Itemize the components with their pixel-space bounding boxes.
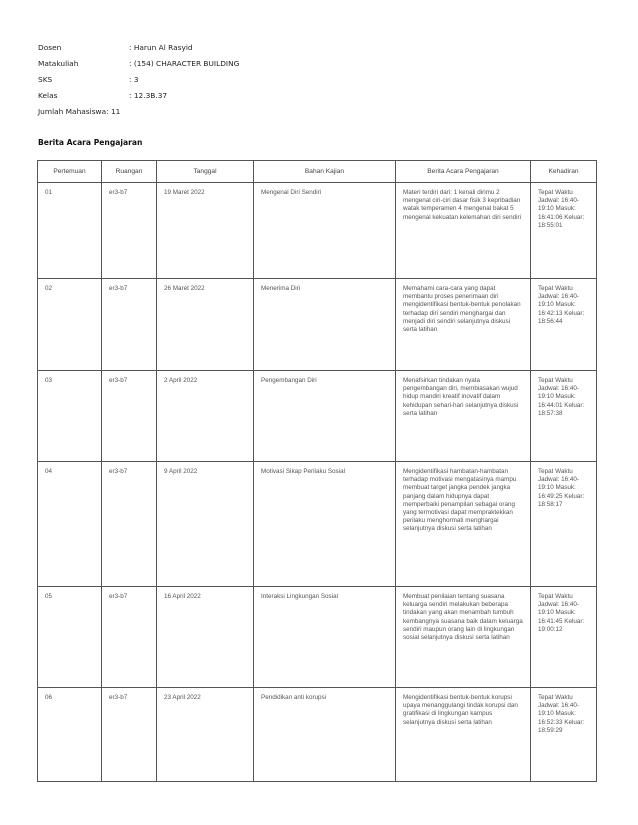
header-berita-acara: Berita Acara Pengajaran <box>396 161 531 183</box>
sks-row <box>38 71 239 87</box>
cell-ruangan: er3-b7 <box>102 587 157 688</box>
cell-tanggal: 9 April 2022 <box>157 462 254 587</box>
table-header-row <box>38 161 597 183</box>
cell-berita-acara: Mengidentifikasi bentuk-bentuk korupsi upaya menanggulangi tindak korupsi dan gratifikasi di lingkungan kampus selanjutnya diskusi serta latihan <box>396 688 531 782</box>
cell-bahan-kajian: Pengembangan Diri <box>254 371 396 462</box>
cell-berita-acara: Memahami cara-cara yang dapat membantu proses penerimaan diri mengidentifikasi bentuk-bentuk penolakan terhadap diri sendiri menghargai dan menjadi diri sendiri selanjutnya diskusi serta latihan <box>396 279 531 371</box>
header-tanggal: Tanggal <box>157 161 254 183</box>
dosen-value: : Harun Al Rasyid <box>129 42 193 52</box>
table-row <box>38 587 597 688</box>
table-row <box>38 371 597 462</box>
table-row <box>38 688 597 782</box>
kelas-row <box>38 87 239 103</box>
course-info <box>38 39 239 119</box>
kelas-value: : 12.3B.37 <box>129 90 168 100</box>
header-bahan-kajian: Bahan Kajian <box>254 161 396 183</box>
cell-bahan-kajian: Interaksi Lingkungan Sosial <box>254 587 396 688</box>
cell-kehadiran: Tepat Waktu Jadwal: 16:40-19:10 Masuk: 16:44:01 Keluar: 18:57:38 <box>531 371 597 462</box>
cell-ruangan: er3-b7 <box>102 688 157 782</box>
cell-kehadiran: Tepat Waktu Jadwal: 16:40-19:10 Masuk: 16:41:45 Keluar: 19:00:12 <box>531 587 597 688</box>
cell-bahan-kajian: Pendidikan anti korupsi <box>254 688 396 782</box>
header-pertemuan: Pertemuan <box>38 161 102 183</box>
cell-kehadiran: Tepat Waktu Jadwal: 16:40-19:10 Masuk: 16:42:13 Keluar: 18:56:44 <box>531 279 597 371</box>
table-row <box>38 279 597 371</box>
table-row <box>38 183 597 279</box>
cell-berita-acara: Menafsirkan tindakan nyata pengembangan diri, membiasakan wujud hidup mandiri kreatif inovatif dalam kehidupan sehari-hari selanjutnya diskusi serta latihan <box>396 371 531 462</box>
cell-bahan-kajian: Motivasi Sikap Perilaku Sosial <box>254 462 396 587</box>
matakuliah-value: : (154) CHARACTER BUILDING <box>129 58 240 68</box>
header-ruangan: Ruangan <box>102 161 157 183</box>
cell-bahan-kajian: Menerima Diri <box>254 279 396 371</box>
cell-berita-acara: Membuat penilaian tentang suasana keluarga sendiri melakukan beberapa tindakan yang akan menambah tumbuh kembangnya suasana baik dalam keluarga sendiri maupun orang lain di lingkungan sosial selanjutnya diskusi serta latihan <box>396 587 531 688</box>
jumlah-mahasiswa-row <box>38 103 239 119</box>
cell-bahan-kajian: Mengenal Diri Sendiri <box>254 183 396 279</box>
cell-pertemuan: 02 <box>38 279 102 371</box>
table-row <box>38 462 597 587</box>
matakuliah-label: Matakuliah <box>38 58 79 68</box>
dosen-row <box>38 39 239 55</box>
header-kehadiran: Kehadiran <box>531 161 597 183</box>
cell-pertemuan: 03 <box>38 371 102 462</box>
cell-pertemuan: 06 <box>38 688 102 782</box>
section-title: Berita Acara Pengajaran <box>38 138 143 147</box>
cell-ruangan: er3-b7 <box>102 371 157 462</box>
cell-pertemuan: 05 <box>38 587 102 688</box>
berita-acara-table <box>37 160 597 782</box>
cell-tanggal: 26 Maret 2022 <box>157 279 254 371</box>
cell-kehadiran: Tepat Waktu Jadwal: 16:40-19:10 Masuk: 16:49:25 Keluar: 18:58:17 <box>531 462 597 587</box>
jumlah-mahasiswa-label: Jumlah Mahasiswa <box>38 106 107 116</box>
cell-kehadiran: Tepat Waktu Jadwal: 16:40-19:10 Masuk: 16:52:33 Keluar: 18:59:29 <box>531 688 597 782</box>
dosen-label: Dosen <box>38 42 62 52</box>
cell-ruangan: er3-b7 <box>102 279 157 371</box>
kelas-label: Kelas <box>38 90 58 100</box>
sks-value: : 3 <box>129 74 139 84</box>
cell-tanggal: 2 April 2022 <box>157 371 254 462</box>
cell-ruangan: er3-b7 <box>102 462 157 587</box>
cell-kehadiran: Tepat Waktu Jadwal: 16:40-19:10 Masuk: 16:41:06 Keluar: 18:55:01 <box>531 183 597 279</box>
cell-pertemuan: 01 <box>38 183 102 279</box>
cell-tanggal: 16 April 2022 <box>157 587 254 688</box>
jumlah-mahasiswa-value: : 11 <box>106 106 121 116</box>
cell-ruangan: er3-b7 <box>102 183 157 279</box>
cell-pertemuan: 04 <box>38 462 102 587</box>
sks-label: SKS <box>38 74 53 84</box>
cell-tanggal: 23 April 2022 <box>157 688 254 782</box>
cell-tanggal: 19 Maret 2022 <box>157 183 254 279</box>
matakuliah-row <box>38 55 239 71</box>
cell-berita-acara: Mengidentifikasi hambatan-hambatan terhadap motivasi mengatasinya mampu membuat target jangka pendek jangka panjang dalam hidupnya dapat memperbaiki penampilan sebagai orang yang termotivasi dapat mempraktekkan perilaku menghormati menghargai selanjutnya diskusi serta latihan <box>396 462 531 587</box>
cell-berita-acara: Materi terdiri dari: 1 kenali dirimu 2 mengenal ciri-ciri dasar fisik 3 kepribadian watak temperamen 4 mengenal bakat 5 mengenal kekuatan kelemahan diri sendiri <box>396 183 531 279</box>
